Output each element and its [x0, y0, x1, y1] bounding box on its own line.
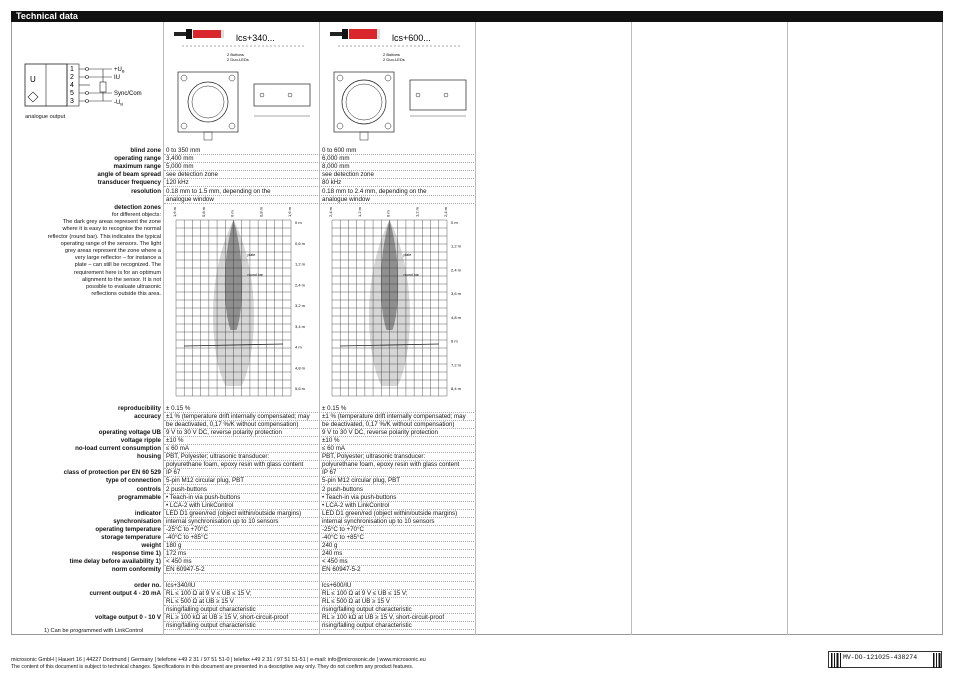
column-divider: [631, 22, 632, 635]
spec-value-340: 2 push-buttons: [166, 485, 207, 493]
spec-label: voltage output 0 - 10 V: [94, 614, 161, 622]
spec-value-600: analogue window: [322, 195, 370, 203]
spec-value-600: • LCA-2 with LinkControl: [322, 501, 390, 509]
product-name-340: lcs+340...: [236, 33, 275, 43]
spec-value-340: 9 V to 30 V DC, reverse polarity protection: [166, 429, 282, 437]
svg-text:2 Duo-LEDs: 2 Duo-LEDs: [383, 57, 405, 62]
detection-label: detection zones: [114, 204, 161, 211]
footer-disclaimer: The content of this document is subject to technical changes. Specifications in this document are presented in a descriptive way only. They do not confirm any product features.: [11, 664, 414, 670]
pin-number: 4: [70, 82, 74, 89]
spec-label: weight: [141, 541, 161, 549]
plate-label: plate: [247, 253, 256, 257]
top-tick-label: 2,4 m: [328, 206, 333, 217]
top-tick-label: 2,4 m: [443, 206, 448, 217]
right-tick-label: 8,4 m: [451, 386, 462, 391]
spec-label: operating voltage UB: [98, 429, 161, 437]
spec-label: voltage ripple: [120, 437, 161, 445]
spec-value-340: be deactivated, 0,17 %/K without compensation): [166, 421, 299, 429]
spec-row: [164, 405, 474, 413]
spec-value-600: be deactivated, 0,17 %/K without compensation): [322, 421, 455, 429]
column-divider: [787, 22, 788, 635]
sensor-tube: [349, 29, 377, 39]
spec-value-340: rising/falling output characteristic: [166, 606, 256, 614]
spec-value-600: ±1 % (temperature drift internally compensated; may: [322, 413, 466, 421]
spec-value-340: ± 0.15 %: [166, 405, 191, 412]
spec-value-340: 180 g: [166, 541, 182, 549]
spec-value-600: RL ≥ 100 kΩ at UB ≥ 15 V, short-circuit-proof: [322, 614, 445, 622]
sensor-tube: [193, 30, 221, 38]
signal-ub-minus: $-U_B$: [114, 100, 124, 107]
footer-contact: microsonic GmbH | Hauert 16 | 44227 Dortmund | Germany | telefone +49 2 31 / 97 51 51-0 | telefax +49 2 31 / 97 51 51-51 | e-mail: info@microsonic.de | www.microsonic.eu: [11, 657, 426, 663]
spec-label: response time 1): [111, 549, 161, 557]
spec-value-340: 0.18 mm to 1.5 mm, depending on the: [166, 187, 271, 195]
spec-row: [164, 550, 474, 558]
svg-text:2 Buttons: 2 Buttons: [383, 52, 400, 57]
spec-label: programmable: [118, 493, 161, 501]
spec-value-600: 5-pin M12 circular plug, PBT: [322, 477, 401, 485]
spec-value-340: • Teach-in via push-buttons: [166, 493, 241, 501]
spec-value-600: 8,000 mm: [322, 163, 350, 171]
footnote: 1) Can be programmed with LinkControl: [44, 628, 144, 634]
wiring-caption: analogue output: [25, 114, 66, 120]
spec-value-600: internal synchronisation up to 10 sensors: [322, 517, 435, 525]
spec-row: [164, 179, 474, 187]
spec-value-340: RL ≥ 100 kΩ at UB ≥ 15 V, short-circuit-proof: [166, 614, 289, 622]
spec-value-340: lcs+340/IU: [166, 582, 196, 590]
spec-label: reproducibility: [118, 405, 161, 412]
top-tick-label: 0 m: [385, 210, 391, 217]
spec-value-600: polyurethane foam, epoxy resin with glass content: [322, 461, 460, 469]
pin-number: 5: [70, 90, 74, 97]
top-tick-label: 1,2 m: [356, 206, 362, 217]
spec-value-600: ± 0.15 %: [322, 405, 347, 412]
spec-value-340: 0 to 350 mm: [166, 147, 201, 154]
right-tick-label: 0 m: [295, 220, 302, 225]
spec-value-340: internal synchronisation up to 10 sensors: [166, 517, 279, 525]
spec-label: synchronisation: [113, 517, 161, 525]
document-code: MV-DO-121025-438274: [843, 654, 918, 661]
spec-label: accuracy: [134, 413, 161, 421]
spec-row: [164, 566, 474, 574]
spec-label: current output 4 - 20 mA: [89, 590, 161, 598]
spec-value-600: PBT, Polyester; ultrasonic transducer:: [322, 453, 426, 461]
pin-number: 2: [70, 74, 74, 81]
svg-text:2 Duo-LEDs: 2 Duo-LEDs: [227, 57, 249, 62]
signal-ub-plus: $+U_B$: [114, 67, 125, 74]
spec-value-340: EN 60947-5-2: [166, 566, 205, 573]
spec-label: operating temperature: [95, 525, 161, 533]
spec-value-340: • LCA-2 with LinkControl: [166, 501, 234, 509]
pin-number: 1: [70, 66, 74, 73]
spec-value-600: 240 g: [322, 541, 338, 549]
spec-value-340: RL ≤ 100 Ω at 9 V ≤ UB ≤ 15 V;: [166, 590, 252, 598]
spec-label: storage temperature: [101, 533, 161, 541]
spec-value-340: < 450 ms: [166, 557, 192, 565]
spec-value-340: 5-pin M12 circular plug, PBT: [166, 477, 245, 485]
spec-row: [164, 574, 474, 582]
wiring-diagram: [20, 60, 160, 120]
spec-value-600: 240 ms: [322, 549, 343, 557]
right-tick-label: 1,2 m: [295, 261, 306, 267]
spec-label: norm conformity: [111, 566, 161, 573]
page-header: [11, 11, 943, 22]
spec-label: transducer frequency: [97, 179, 161, 187]
spec-value-340: RL ≤ 500 Ω at UB ≥ 15 V: [166, 598, 234, 606]
svg-text:2 Buttons: 2 Buttons: [227, 52, 244, 57]
plate-label: plate: [403, 253, 412, 257]
spec-row: [164, 558, 474, 566]
spec-value-600: 2 push-buttons: [322, 485, 363, 493]
top-tick-label: 0 m: [229, 210, 235, 217]
page-title: Technical data: [16, 11, 78, 21]
spec-row: [164, 534, 474, 542]
right-tick-label: 3,6 m: [451, 291, 462, 297]
spec-value-600: 0 to 600 mm: [322, 147, 357, 154]
spec-label: angle of beam spread: [97, 171, 161, 179]
round-bar-label: round bar: [403, 273, 419, 277]
spec-label: indicator: [134, 509, 161, 517]
right-tick-label: 3,2 m: [295, 303, 306, 308]
spec-label: order no.: [134, 582, 161, 590]
spec-row: [164, 469, 474, 477]
spec-row: [164, 526, 474, 534]
top-tick-label: 1,6 m: [287, 206, 292, 217]
spec-value-600: rising/falling output characteristic: [322, 606, 412, 614]
spec-row: [164, 163, 474, 171]
top-tick-label: 0,8 m: [200, 206, 206, 217]
right-tick-label: 0 m: [451, 220, 458, 225]
spec-label: blind zone: [130, 147, 161, 154]
spec-label: type of connection: [105, 477, 161, 485]
spec-row: [164, 542, 474, 550]
spec-row: [164, 445, 474, 453]
detection-chart-600: [326, 200, 471, 400]
top-tick-label: 0,8 m: [258, 206, 264, 217]
spec-value-340: IP 67: [166, 469, 181, 477]
spec-row: [164, 147, 474, 155]
spec-label: operating range: [114, 155, 161, 163]
spec-value-340: -40°C to +85°C: [166, 533, 208, 541]
pin-number: 3: [70, 98, 74, 105]
pin-numbers: [70, 66, 74, 105]
right-tick-label: 4,8 m: [451, 314, 462, 320]
spec-row: [164, 486, 474, 494]
spec-value-600: 0.18 mm to 2.4 mm, depending on the: [322, 187, 427, 195]
spec-label: maximum range: [113, 163, 161, 171]
detection-note: for different objects: The dark grey areas represent the zone where it is easy to recognise the normal reflector (round bar). This indicates the typical operating range of the sensors. The light grey areas represent the zone where a very large reflector – for instance a plate – can still be recognized. The requirement here is for an optimum alignment to the sensor. It is not possible to evaluate ultrasonic reflections outside this area.: [47, 212, 161, 298]
round-bar-label: round bar: [247, 273, 263, 277]
spec-label: housing: [136, 453, 161, 461]
spec-value-340: LED D1 green/red (object within/outside margins): [166, 509, 302, 517]
spec-row: [164, 582, 474, 590]
spec-value-600: 6,000 mm: [322, 155, 350, 163]
right-tick-label: 6 m: [451, 338, 458, 344]
spec-value-340: 172 ms: [166, 549, 187, 557]
spec-value-600: EN 60947-5-2: [322, 566, 361, 573]
spec-value-600: < 450 ms: [322, 557, 348, 565]
right-tick-label: 3,4 m: [295, 323, 306, 329]
spec-value-600: 9 V to 30 V DC, reverse polarity protection: [322, 429, 438, 437]
spec-label: time delay before availability 1): [69, 557, 161, 565]
spec-value-340: ±10 %: [166, 437, 184, 445]
right-tick-label: 5,6 m: [295, 386, 306, 391]
spec-label: no-load current consumption: [75, 445, 161, 453]
detection-chart-340: [170, 200, 315, 400]
spec-label: class of protection per EN 60 529: [63, 469, 161, 477]
spec-value-340: analogue window: [166, 195, 214, 203]
barcode: [828, 651, 942, 668]
spec-value-600: lcs+600/IU: [322, 582, 352, 590]
spec-value-340: 120 kHz: [166, 179, 189, 187]
spec-value-600: ±10 %: [322, 437, 340, 445]
right-tick-label: 2,4 m: [451, 267, 462, 273]
spec-value-600: IP 67: [322, 469, 337, 477]
spec-value-600: 80 kHz: [322, 179, 342, 187]
spec-label: resolution: [131, 187, 161, 195]
spec-value-340: rising/falling output characteristic: [166, 622, 256, 630]
spec-label: controls: [136, 485, 161, 493]
right-tick-label: 7,2 m: [451, 362, 462, 368]
column-divider: [475, 22, 476, 635]
right-tick-label: 0,6 m: [295, 240, 306, 246]
spec-value-340: see detection zone: [166, 171, 218, 179]
spec-value-340: -25°C to +70°C: [166, 525, 208, 533]
spec-value-600: see detection zone: [322, 171, 374, 179]
product-drawing-600: [322, 24, 472, 148]
signal-iu: IU: [114, 75, 120, 81]
spec-value-340: polyurethane foam, epoxy resin with glass content: [166, 461, 304, 469]
top-tick-label: 1,2 m: [414, 206, 420, 217]
spec-value-340: ≤ 60 mA: [166, 445, 189, 453]
spec-value-340: 5,000 mm: [166, 163, 194, 171]
spec-value-600: • Teach-in via push-buttons: [322, 493, 397, 501]
spec-row: [164, 437, 474, 445]
spec-value-600: ≤ 60 mA: [322, 445, 345, 453]
spec-value-340: 3,400 mm: [166, 155, 194, 163]
spec-value-340: PBT, Polyester; ultrasonic transducer:: [166, 453, 270, 461]
right-tick-label: 2,4 m: [295, 282, 306, 288]
top-tick-label: 1,6 m: [172, 206, 177, 217]
right-tick-label: 4 m: [295, 344, 302, 350]
spec-value-600: RL ≤ 500 Ω at UB ≥ 15 V: [322, 598, 390, 606]
spec-value-600: -40°C to +85°C: [322, 533, 364, 541]
spec-value-600: -25°C to +70°C: [322, 525, 364, 533]
spec-value-340: ±1 % (temperature drift internally compensated; may: [166, 413, 310, 421]
spec-value-600: rising/falling output characteristic: [322, 622, 412, 630]
product-drawing-340: [166, 24, 316, 148]
spec-value-600: RL ≤ 100 Ω at 9 V ≤ UB ≤ 15 V;: [322, 590, 408, 598]
product-name-600: lcs+600...: [392, 33, 431, 43]
block-u-label: U: [30, 75, 36, 84]
spec-value-600: LED D1 green/red (object within/outside margins): [322, 509, 458, 517]
signal-sync: Sync/Com: [114, 91, 142, 97]
right-tick-label: 1,2 m: [451, 243, 462, 249]
spec-row: [164, 155, 474, 163]
right-tick-label: 4,8 m: [295, 365, 306, 371]
